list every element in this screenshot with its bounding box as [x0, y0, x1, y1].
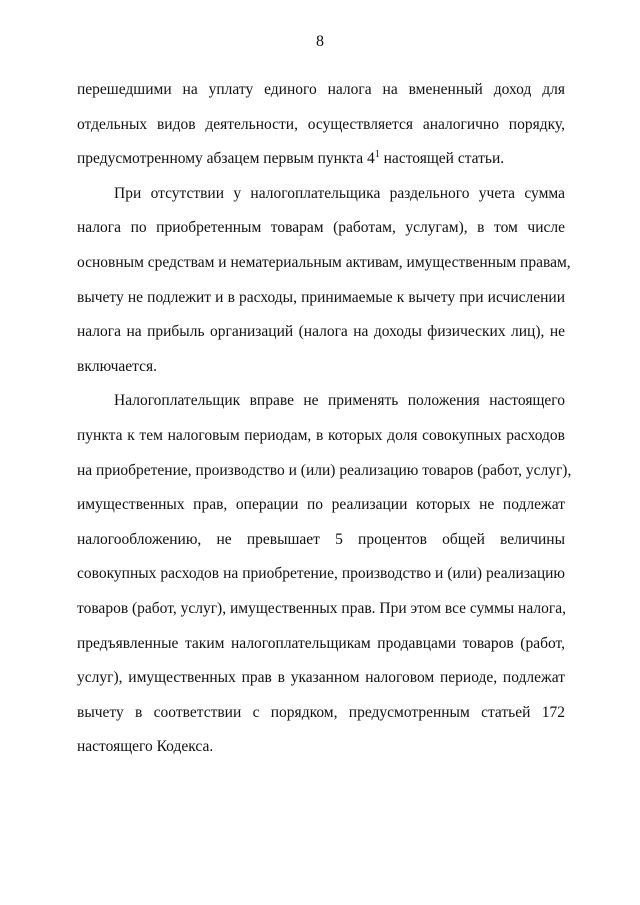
- text-line: перешедшими на уплату единого налога на вмененный доход для: [77, 81, 565, 98]
- text-line: имущественных прав, операции по реализации которых не подлежат: [77, 496, 565, 514]
- text-line: вычету в соответствии с порядком, предусмотренным статьей 172: [77, 703, 565, 721]
- text-line: основным средствам и нематериальным активам, имущественным правам,: [77, 253, 571, 271]
- text-line: вычету не подлежит и в расходы, принимаемые к вычету при исчислении: [77, 288, 565, 306]
- paragraph-1: [77, 73, 565, 177]
- superscript: 1: [374, 149, 380, 161]
- text-line-with-superscript: [77, 142, 565, 177]
- text-line: пункта к тем налоговым периодам, в которых доля совокупных расходов: [77, 426, 565, 444]
- document-body: [77, 73, 572, 765]
- text-line: предъявленные таким налогоплательщикам продавцами товаров (работ,: [77, 634, 565, 652]
- text-line: включается.: [77, 357, 157, 375]
- text-line: услуг), имущественных прав в указанном налоговом периоде, подлежат: [77, 669, 565, 687]
- page-number: 8: [316, 33, 324, 50]
- text-line: отдельных видов деятельности, осуществляется аналогично порядку,: [77, 115, 565, 133]
- text-line: налога на прибыль организаций (налога на доходы физических лиц), не: [77, 323, 565, 341]
- text-fragment: настоящей статьи.: [379, 150, 505, 168]
- text-line: При отсутствии у налогоплательщика раздельного учета сумма: [114, 184, 565, 202]
- text-line: товаров (работ, услуг), имущественных прав. При этом все суммы налога,: [77, 599, 566, 617]
- text-line: налога по приобретенным товарам (работам, услугам), в том числе: [77, 219, 565, 237]
- paragraph-2: [77, 177, 571, 385]
- paragraph-3: [77, 384, 572, 765]
- text-line: налогообложению, не превышает 5 процентов общей величины: [77, 530, 565, 548]
- text-line: совокупных расходов на приобретение, производство и (или) реализацию: [77, 565, 565, 583]
- text-fragment: предусмотренному абзацем первым пункта 4: [77, 150, 375, 168]
- text-line: Налогоплательщик вправе не применять положения настоящего: [114, 392, 565, 410]
- text-line: на приобретение, производство и (или) реализацию товаров (работ, услуг),: [77, 461, 572, 479]
- text-line: настоящего Кодекса.: [77, 738, 214, 756]
